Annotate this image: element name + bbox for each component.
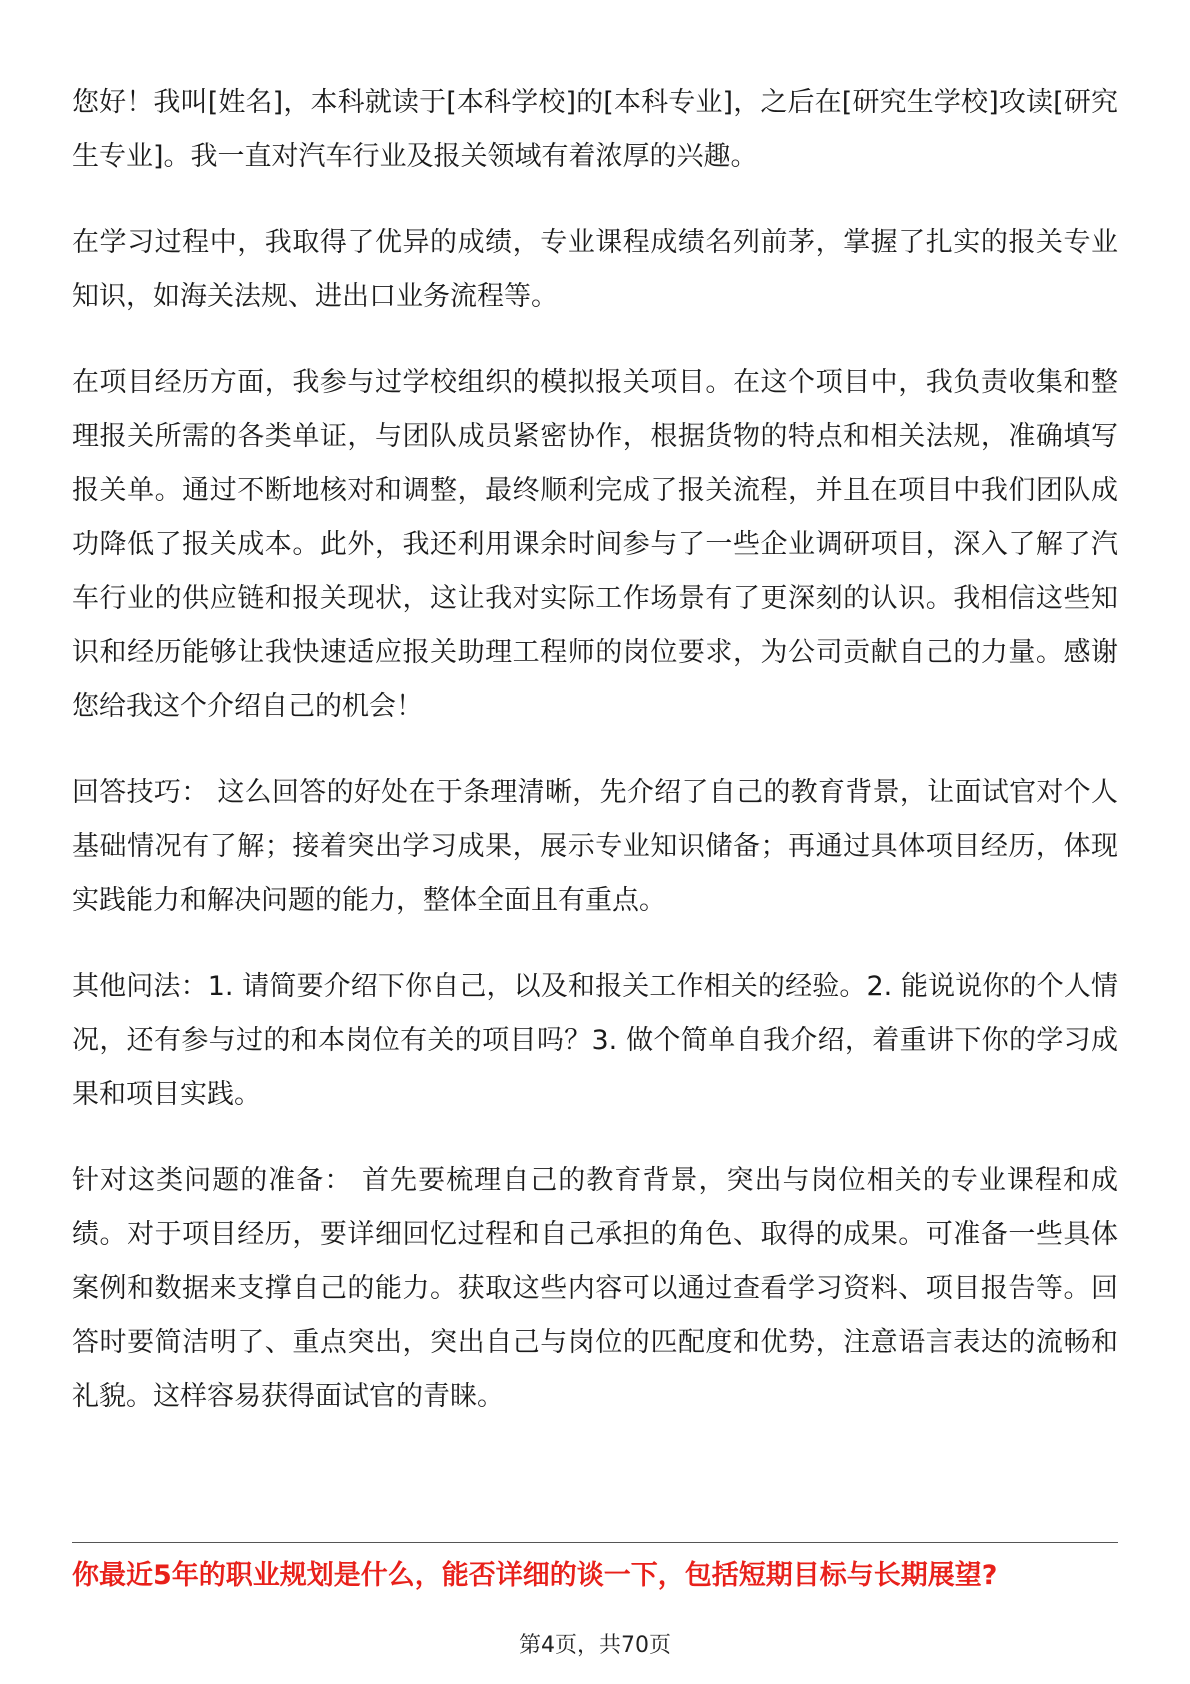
next-question-heading: 你最近5年的职业规划是什么，能否详细的谈一下，包括短期目标与长期展望?: [72, 1560, 998, 1591]
other-questions-paragraph: 其他问法：1. 请简要介绍下你自己，以及和报关工作相关的经验。2. 能说说你的个人情况，还有参与过的和本岗位有关的项目吗？3. 做个简单自我介绍，着重讲下你的学习成果和项目实践。: [72, 971, 1118, 1110]
section-divider: [72, 1542, 1118, 1543]
study-paragraph: 在学习过程中，我取得了优异的成绩，专业课程成绩名列前茅，掌握了扎实的报关专业知识，如海关法规、进出口业务流程等。: [72, 227, 1118, 312]
answer-tips-paragraph: 回答技巧： 这么回答的好处在于条理清晰，先介绍了自己的教育背景，让面试官对个人基础情况有了解；接着突出学习成果，展示专业知识储备；再通过具体项目经历，体现实践能力和解决问题的能力，整体全面且有重点。: [72, 777, 1118, 916]
document-body: [72, 76, 1118, 1456]
page-footer: 第4页，共70页: [519, 1633, 671, 1658]
self-intro-paragraph: 您好！我叫[姓名]，本科就读于[本科学校]的[本科专业]，之后在[研究生学校]攻读[研究生专业]。我一直对汽车行业及报关领域有着浓厚的兴趣。: [72, 87, 1118, 172]
preparation-paragraph: 针对这类问题的准备： 首先要梳理自己的教育背景，突出与岗位相关的专业课程和成绩。对于项目经历，要详细回忆过程和自己承担的角色、取得的成果。可准备一些具体案例和数据来支撑自己的能力。获取这些内容可以通过查看学习资料、项目报告等。回答时要简洁明了、重点突出，突出自己与岗位的匹配度和优势，注意语言表达的流畅和礼貌。这样容易获得面试官的青睐。: [72, 1165, 1118, 1412]
project-paragraph: 在项目经历方面，我参与过学校组织的模拟报关项目。在这个项目中，我负责收集和整理报关所需的各类单证，与团队成员紧密协作，根据货物的特点和相关法规，准确填写报关单。通过不断地核对和调整，最终顺利完成了报关流程，并且在项目中我们团队成功降低了报关成本。此外，我还利用课余时间参与了一些企业调研项目，深入了解了汽车行业的供应链和报关现状，这让我对实际工作场景有了更深刻的认识。我相信这些知识和经历能够让我快速适应报关助理工程师的岗位要求，为公司贡献自己的力量。感谢您给我这个介绍自己的机会！: [72, 367, 1118, 722]
